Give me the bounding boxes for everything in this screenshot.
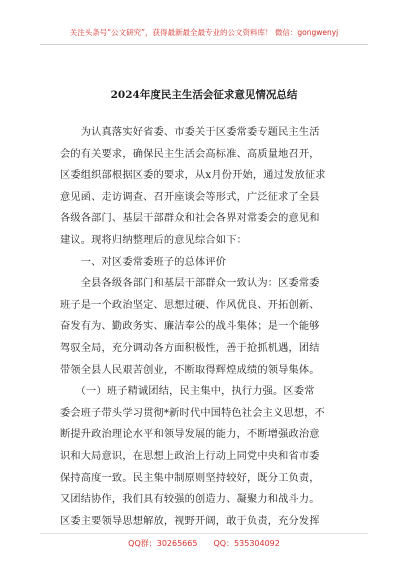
body-line: 又团结协作，我们具有较强的创造力、凝聚力和战斗力。 [60, 494, 320, 506]
document-title: 2024年度民主生活会征求意见情况总结 [110, 89, 298, 101]
section-heading: 一、对区委常委班子的总体评价 [60, 256, 227, 268]
body-line: 断提升政治理论水平和领导发展的能力，不断增强政治意 [60, 429, 320, 441]
body-line: 班子是一个政治坚定、思想过硬、作风优良、开拓创新、 [60, 299, 320, 311]
promo-header [0, 0, 408, 52]
body-line: 委会班子带头学习贯彻*新时代中国特色社会主义思想，不 [60, 407, 325, 419]
body-line: 区委组织部根据区委的要求，从x月份开始，通过发放征求 [60, 170, 326, 182]
body-line: 意见函、走访调查、召开座谈会等形式，广泛征求了全县 [60, 191, 320, 203]
body-line: 识和大局意识，在思想上政治上行动上同党中央和省市委 [60, 450, 320, 462]
document-body [60, 122, 348, 532]
body-line: 区委主要领导思想解放，视野开阔，敢于负责，充分发挥 [60, 515, 320, 527]
body-line: 驾驭全局，充分调动各方面积极性，善于抢抓机遇，团结 [60, 342, 320, 354]
promo-header-text: 关注头条号“公文研究”，获得最新最全最专业的公文资料库！ 微信：gongwenyj [69, 28, 339, 37]
body-line: 建议。现将归纳整理后的意见综合如下： [60, 234, 247, 246]
contact-footer-text: QQ群：30265665 QQ：535304092 [128, 539, 280, 548]
body-line: 保持高度一致。民主集中制原则坚持较好，既分工负责， [60, 472, 320, 484]
body-line: 奋发有为、勤政务实、廉洁奉公的战斗集体；是一个能够 [60, 321, 320, 333]
body-line: 带领全县人民艰苦创业，不断取得辉煌成绩的领导集体。 [60, 364, 320, 376]
body-line: 为认真落实好省委、市委关于区委常委专题民主生活 [60, 127, 320, 138]
footer-divider [40, 533, 368, 534]
body-line: 全县各级各部门和基层干部群众一致认为：区委常委 [60, 278, 320, 290]
header-divider [40, 44, 368, 45]
body-line: 各级各部门、基层干部群众和社会各界对常委会的意见和 [60, 213, 320, 225]
body-line: （一）班子精诚团结，民主集中，执行力强。区委常 [60, 386, 315, 398]
body-line: 会的有关要求，确保民主生活会高标准、高质量地召开， [60, 148, 320, 160]
